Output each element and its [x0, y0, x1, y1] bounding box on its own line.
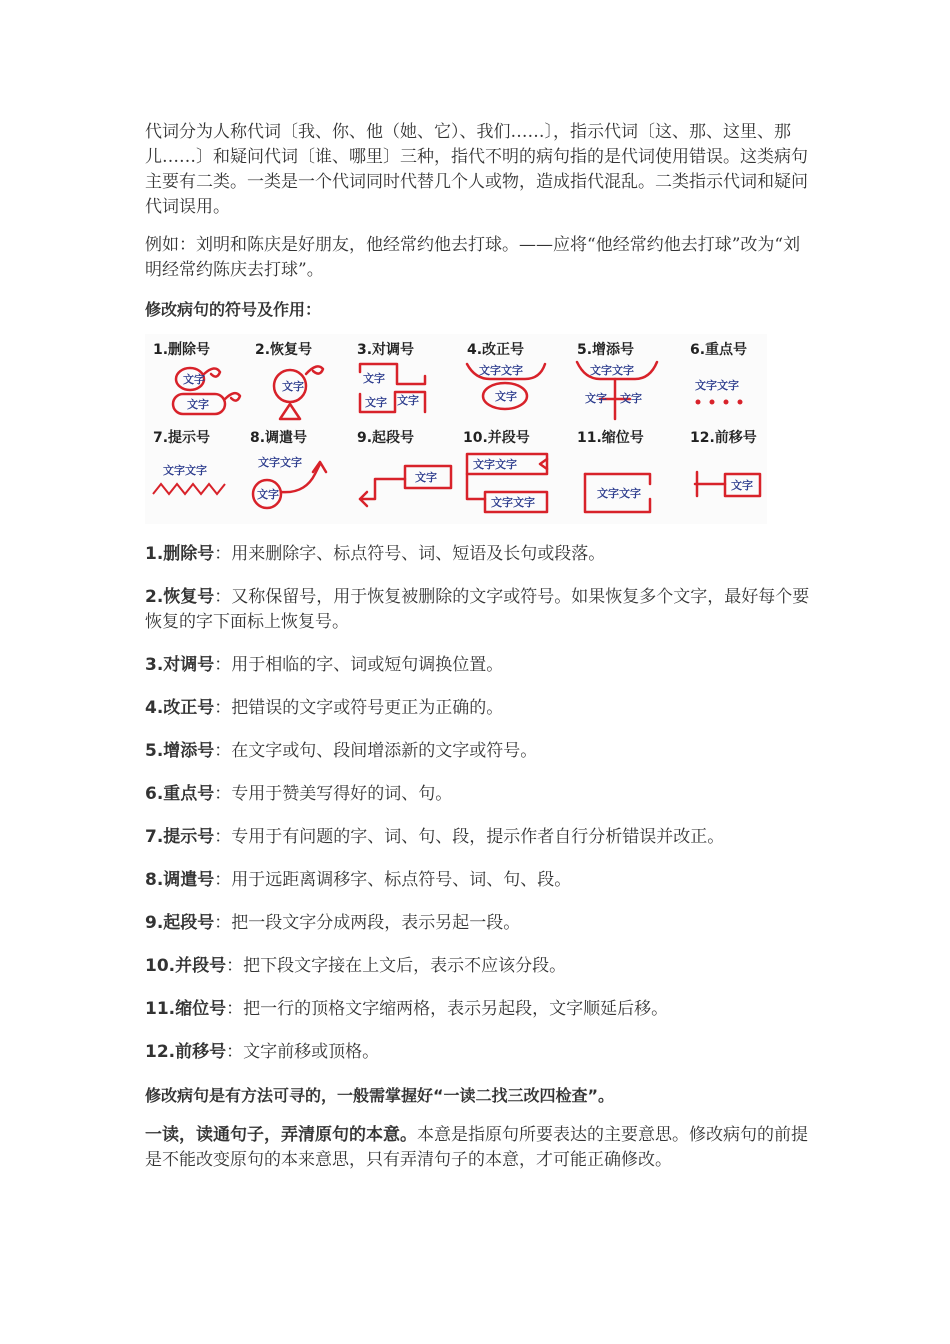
symbol-label: 1.删除号	[153, 342, 211, 358]
symbol-label: 7.提示号	[153, 430, 211, 446]
svg-text:文字: 文字	[257, 488, 279, 501]
list-item: 6.重点号：专用于赞美写得好的词、句。	[145, 784, 453, 804]
svg-text:文字: 文字	[365, 396, 387, 409]
correction-symbols-figure	[145, 334, 767, 524]
svg-text:文字: 文字	[183, 373, 205, 386]
symbol-label: 9.起段号	[357, 430, 415, 446]
symbol-label: 2.恢复号	[255, 342, 313, 358]
list-item: 2.恢复号：又称保留号，用于恢复被删除的文字或符号。如果恢复多个文字，最好每个要恢复的字下面标上恢复号。	[145, 587, 810, 632]
svg-text:文字文字: 文字文字	[163, 464, 207, 477]
example-paragraph: 例如：刘明和陈庆是好朋友，他经常约他去打球。——应将“他经常约他去打球”改为“刘明经常约陈庆去打球”。	[145, 235, 801, 280]
list-item: 11.缩位号：把一行的顶格文字缩两格，表示另起段，文字顺延后移。	[145, 999, 669, 1019]
svg-text:文字: 文字	[397, 394, 419, 407]
symbol-label: 5.增添号	[577, 342, 635, 358]
symbol-label: 3.对调号	[357, 342, 415, 358]
svg-text:文字文字: 文字文字	[479, 364, 523, 377]
symbols-illustration	[145, 334, 767, 524]
symbol-label: 12.前移号	[690, 430, 757, 446]
intro-paragraph: 代词分为人称代词〔我、你、他（她、它）、我们……〕，指示代词〔这、那、这里、那儿……〕和疑问代词〔谁、哪里〕三种，指代不明的病句指的是代词使用错误。这类病句主要有二类。一类是一个代词同时代替几个人或物，造成指代混乱。二类指示代词和疑问代词误用。	[145, 122, 808, 217]
svg-text:文字: 文字	[495, 390, 517, 403]
svg-text:文字: 文字	[187, 398, 209, 411]
svg-text:文字文字: 文字文字	[473, 458, 517, 471]
svg-text:文字: 文字	[363, 372, 385, 385]
step1-paragraph: 一读，读通句子，弄清原句的本意。本意是指原句所要表达的主要意思。修改病句的前提是不能改变原句的本来意思，只有弄清句子的本意，才可能正确修改。	[145, 1125, 808, 1170]
svg-text:文字: 文字	[585, 392, 607, 405]
svg-text:文字: 文字	[415, 471, 437, 484]
list-item: 8.调遣号：用于远距离调移字、标点符号、词、句、段。	[145, 870, 572, 890]
symbol-label: 10.并段号	[463, 430, 530, 446]
list-item: 3.对调号：用于相临的字、词或短句调换位置。	[145, 655, 504, 675]
list-item: 10.并段号：把下段文字接在上文后，表示不应该分段。	[145, 956, 567, 976]
svg-text:文字: 文字	[282, 380, 304, 393]
symbols-heading: 修改病句的符号及作用：	[145, 300, 322, 319]
symbol-definitions-list	[145, 542, 810, 1065]
svg-text:文字文字: 文字文字	[258, 456, 302, 469]
svg-text:文字文字: 文字文字	[597, 487, 641, 500]
svg-text:文字: 文字	[731, 479, 753, 492]
svg-text:文字文字: 文字文字	[590, 364, 634, 377]
svg-text:文字文字: 文字文字	[695, 379, 739, 392]
list-item: 7.提示号：专用于有问题的字、词、句、段，提示作者自行分析错误并改正。	[145, 827, 725, 847]
symbol-label: 11.缩位号	[577, 430, 644, 446]
svg-text:文字: 文字	[620, 392, 642, 405]
list-item: 1.删除号：用来删除字、标点符号、词、短语及长句或段落。	[145, 544, 606, 564]
svg-text:文字文字: 文字文字	[491, 496, 535, 509]
summary-heading: 修改病句是有方法可寻的，一般需掌握好“一读二找三改四检查”。	[145, 1086, 615, 1105]
symbol-label: 8.调遣号	[250, 430, 308, 446]
list-item: 9.起段号：把一段文字分成两段，表示另起一段。	[145, 913, 521, 933]
symbol-label: 4.改正号	[467, 342, 525, 358]
list-item: 5.增添号：在文字或句、段间增添新的文字或符号。	[145, 741, 538, 761]
document-body	[145, 120, 810, 1173]
list-item: 12.前移号：文字前移或顶格。	[145, 1042, 380, 1062]
list-item: 4.改正号：把错误的文字或符号更正为正确的。	[145, 698, 504, 718]
symbol-label: 6.重点号	[690, 342, 748, 358]
